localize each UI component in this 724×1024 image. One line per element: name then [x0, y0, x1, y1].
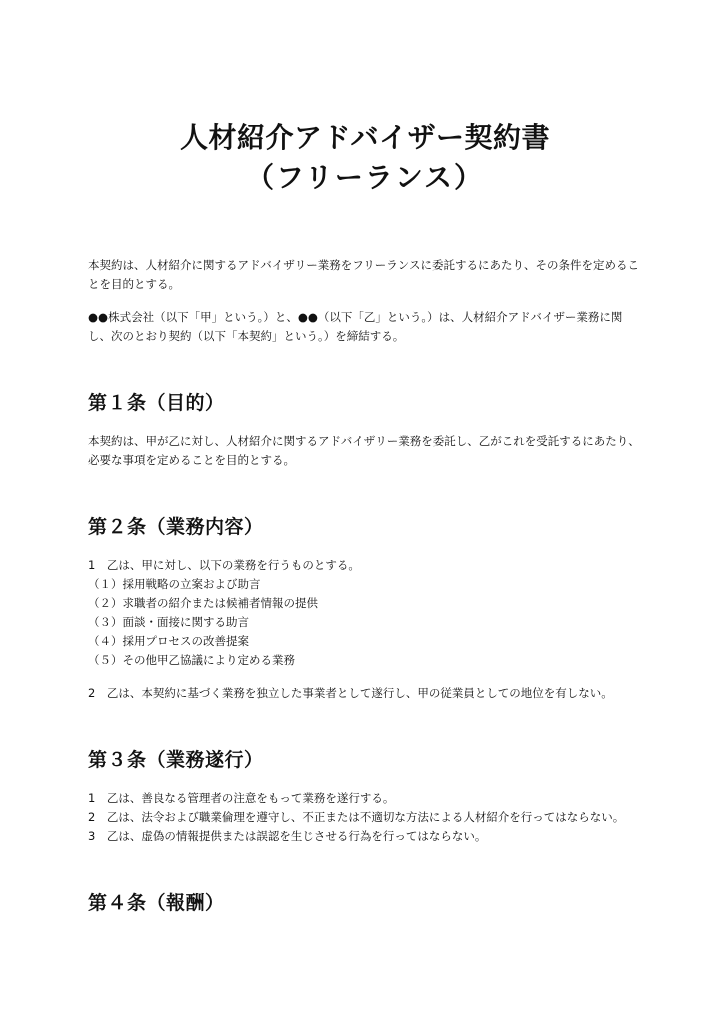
list-item: （５）その他甲乙協議により定める業務: [88, 653, 295, 667]
article-paragraph: 本契約は、甲が乙に対し、人材紹介に関するアドバイザリー業務を委託し、乙がこれを受託するにあたり、必要な事項を定めることを目的とする。: [88, 434, 640, 467]
list-item: （１）採用戦略の立案および助言: [88, 577, 261, 591]
article-2: [88, 514, 642, 703]
list-item: 3 乙は、虚偽の情報提供または誤認を生じさせる行為を行ってはならない。: [88, 829, 487, 843]
intro-paragraph: ●●株式会社（以下「甲」という。）と、●●（以下「乙」という。）は、人材紹介アドバイザー業務に関し、次のとおり契約（以下「本契約」という。）を締結する。: [88, 310, 623, 343]
article-list: [88, 556, 642, 670]
intro-section: [88, 256, 642, 346]
document-subtitle: （フリーランス）: [245, 161, 485, 194]
list-item: （３）面談・面接に関する助言: [88, 615, 249, 629]
article-1: [88, 390, 642, 470]
article-4: [88, 890, 642, 916]
list-item: 2 乙は、本契約に基づく業務を独立した事業者として遂行し、甲の従業員としての地位を有しない。: [88, 686, 613, 700]
article-3: [88, 747, 642, 846]
article-list: [88, 684, 642, 703]
article-heading: 第３条（業務遂行）: [88, 749, 264, 771]
list-item: 1 乙は、甲に対し、以下の業務を行うものとする。: [88, 558, 360, 572]
intro-paragraph: 本契約は、人材紹介に関するアドバイザリー業務をフリーランスに委託するにあたり、その条件を定めることを目的とする。: [88, 258, 639, 291]
list-item: 1 乙は、善良なる管理者の注意をもって業務を遂行する。: [88, 791, 395, 805]
article-heading: 第１条（目的）: [88, 392, 225, 414]
article-heading: 第２条（業務内容）: [88, 516, 264, 538]
list-item: （２）求職者の紹介または候補者情報の提供: [88, 596, 318, 610]
document-title: 人材紹介アドバイザー契約書: [180, 121, 550, 154]
list-item: 2 乙は、法令および職業倫理を遵守し、不正または不適切な方法による人材紹介を行ってはならない。: [88, 810, 625, 824]
article-heading: 第４条（報酬）: [88, 892, 225, 914]
list-item: （４）採用プロセスの改善提案: [88, 634, 249, 648]
article-list: [88, 789, 642, 846]
